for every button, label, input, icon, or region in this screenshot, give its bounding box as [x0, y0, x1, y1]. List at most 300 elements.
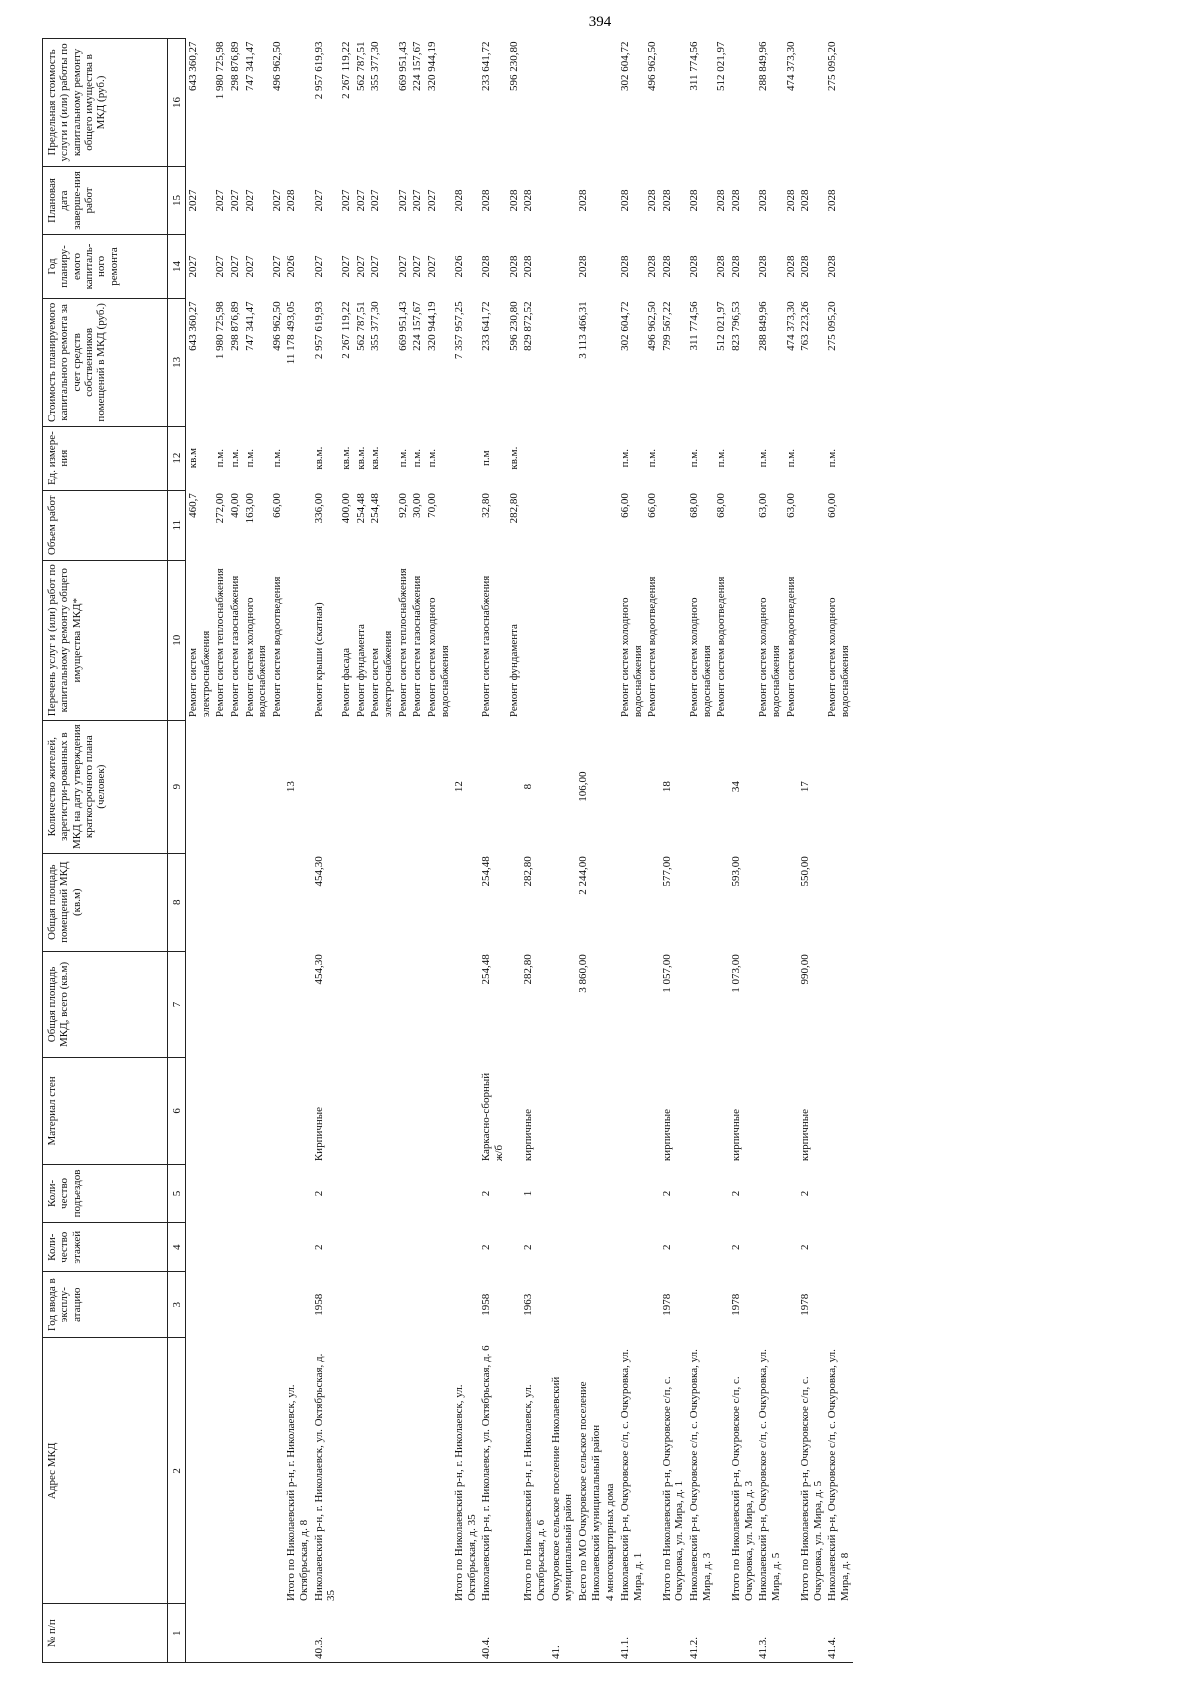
table-cell: 41.3.	[756, 1604, 783, 1663]
table-cell: 1 980 725,98	[214, 301, 227, 360]
table-cell: кирпичные	[729, 1108, 742, 1162]
table-cell	[284, 1604, 311, 1663]
table-cell	[576, 1058, 603, 1164]
table-cell	[507, 1338, 522, 1604]
table-cell	[396, 720, 411, 853]
table-cell: 2028	[660, 189, 673, 212]
table-cell	[368, 1272, 395, 1338]
table-cell	[243, 720, 270, 853]
table-row	[825, 39, 852, 1663]
table-cell: 2	[522, 1244, 535, 1250]
table-cell: 2 267 119,22	[340, 41, 353, 99]
table-row	[186, 39, 214, 1663]
table-cell	[798, 1604, 825, 1663]
table-cell: 2027	[425, 255, 438, 278]
table-cell	[521, 560, 548, 720]
table-row	[576, 39, 603, 1663]
table-cell	[186, 1604, 214, 1663]
table-cell	[756, 720, 783, 853]
table-cell: 2027	[340, 189, 353, 212]
table-cell	[425, 1272, 452, 1338]
table-cell: 63,00	[757, 493, 770, 518]
table-cell: 596 230,80	[507, 301, 520, 351]
table-row	[507, 39, 522, 1663]
table-cell	[618, 951, 645, 1057]
table-cell: 254,48	[369, 493, 382, 524]
column-header-12: Ед. измере-ния	[43, 426, 168, 490]
table-cell	[603, 426, 618, 490]
table-cell	[368, 853, 395, 951]
table-cell	[284, 853, 311, 951]
table-cell: кв.м	[187, 448, 199, 469]
table-cell: Николаевский р-н, Очкуровское с/п, с. Очкуровка, ул. Мира, д. 5	[757, 1349, 782, 1601]
table-cell: 496 962,50	[270, 301, 283, 351]
table-cell	[660, 490, 687, 560]
table-cell: Ремонт систем водоотведения	[270, 576, 283, 718]
table-cell	[410, 1058, 425, 1164]
table-cell	[479, 720, 506, 853]
table-cell	[339, 1272, 354, 1338]
table-cell	[186, 1058, 214, 1164]
repair-plan-table	[42, 38, 853, 1663]
table-row	[549, 39, 576, 1663]
column-number-14: 14	[168, 235, 186, 299]
table-cell	[549, 1164, 576, 1223]
table-row	[687, 39, 714, 1663]
table-cell: 320 944,19	[425, 41, 438, 91]
column-number-row	[168, 39, 186, 1663]
table-cell: 2 267 119,22	[340, 301, 353, 359]
table-cell	[425, 1604, 452, 1663]
table-cell	[186, 1223, 214, 1272]
table-cell	[270, 720, 285, 853]
table-cell	[603, 1058, 618, 1164]
table-cell: 11 178 493,05	[285, 301, 298, 365]
table-row	[284, 39, 311, 1663]
table-cell: Ремонт крыши (скатная)	[312, 602, 325, 718]
table-cell	[452, 1164, 479, 1223]
table-cell	[270, 1338, 285, 1604]
table-cell: 311 774,56	[688, 301, 701, 351]
column-number-12: 12	[168, 426, 186, 490]
column-header-11: Объем работ	[43, 490, 168, 560]
table-cell	[213, 1223, 228, 1272]
table-cell	[228, 853, 243, 951]
table-cell: Ремонт систем электроснабжения	[369, 630, 394, 718]
table-cell	[452, 1058, 479, 1164]
table-cell: 1	[522, 1190, 535, 1197]
table-cell: кв.м.	[312, 446, 325, 470]
table-cell	[339, 853, 354, 951]
table-cell	[228, 1058, 243, 1164]
table-cell: 747 341,47	[243, 41, 256, 91]
table-cell: 355 377,30	[369, 301, 382, 351]
table-cell: 68,00	[688, 493, 701, 518]
table-cell	[507, 1604, 522, 1663]
table-row	[339, 39, 354, 1663]
table-cell: 298 876,89	[228, 301, 241, 351]
table-cell: Ремонт систем холодного водоснабжения	[618, 597, 644, 718]
table-cell	[756, 1058, 783, 1164]
table-cell: 474 373,30	[784, 41, 797, 91]
table-cell: 2028	[729, 189, 742, 212]
table-cell: Ремонт систем холодного водоснабжения	[826, 597, 852, 718]
table-cell	[576, 1164, 603, 1223]
table-cell	[549, 490, 576, 560]
table-cell: 2 957 619,93	[312, 301, 325, 360]
table-row	[784, 39, 799, 1663]
table-cell	[729, 426, 756, 490]
column-header-7: Общая площадь МКД, всего (кв.м)	[43, 951, 168, 1057]
table-cell: 2028	[660, 255, 673, 278]
table-cell: 1963	[522, 1293, 535, 1316]
table-cell: 823 796,53	[729, 301, 742, 351]
table-cell	[645, 1338, 660, 1604]
table-cell	[714, 853, 729, 951]
table-cell: 669 951,43	[396, 301, 409, 351]
table-cell	[645, 1604, 660, 1663]
table-cell	[354, 1223, 369, 1272]
table-cell: 41.2.	[687, 1604, 714, 1663]
table-cell	[425, 1058, 452, 1164]
table-cell: Ремонт систем газоснабжения	[228, 575, 241, 718]
table-cell	[339, 1223, 354, 1272]
table-cell	[549, 1272, 576, 1338]
table-row	[243, 39, 270, 1663]
column-header-14: Год планиру-емого капиталь-ного ремонта	[43, 235, 168, 299]
table-cell: 30,00	[411, 493, 424, 518]
table-cell	[603, 298, 618, 426]
table-cell	[354, 1604, 369, 1663]
table-cell: Итого по Николаевский р-н, г. Николаевск, ул. Октябрьская, д. 6	[522, 1384, 548, 1601]
table-cell	[452, 1272, 479, 1338]
table-cell	[186, 853, 214, 951]
table-row	[312, 39, 339, 1663]
table-cell	[452, 951, 479, 1057]
table-cell	[507, 720, 522, 853]
table-cell	[645, 853, 660, 951]
table-cell: 18	[660, 781, 673, 793]
table-cell: Очкуровское сельское поселение Николаевский муниципальный район	[549, 1376, 575, 1601]
table-cell	[368, 951, 395, 1057]
table-cell: п.м.	[618, 448, 631, 468]
table-cell	[645, 1223, 660, 1272]
table-cell	[507, 951, 522, 1057]
table-row	[618, 39, 645, 1663]
table-cell	[243, 951, 270, 1057]
table-cell: 40.4.	[479, 1604, 506, 1663]
table-cell	[825, 1164, 852, 1223]
table-cell: 400,00	[340, 493, 353, 524]
table-cell: Ремонт систем теплоснабжения	[214, 568, 227, 718]
table-cell	[213, 720, 228, 853]
table-cell	[243, 853, 270, 951]
table-cell: 2028	[618, 189, 631, 212]
table-cell: 460,7	[187, 493, 199, 518]
table-cell	[784, 1272, 799, 1338]
table-row	[729, 39, 756, 1663]
table-cell	[186, 951, 214, 1057]
table-cell: 40,00	[228, 493, 241, 518]
table-row	[396, 39, 411, 1663]
table-cell	[396, 853, 411, 951]
table-cell: 2028	[688, 255, 701, 278]
table-cell: 2027	[187, 255, 199, 278]
table-cell	[284, 490, 311, 560]
table-cell	[687, 1223, 714, 1272]
table-cell: Николаевский р-н, Очкуровское с/п, с. Очкуровка, ул. Мира, д. 8	[826, 1349, 852, 1601]
column-header-1: № п/п	[43, 1604, 168, 1663]
table-cell: кирпичные	[660, 1108, 673, 1162]
table-cell: 2028	[285, 189, 298, 212]
table-cell: п.м.	[715, 448, 728, 468]
column-header-4: Коли-чество этажей	[43, 1223, 168, 1272]
table-cell: Ремонт систем газоснабжения	[411, 575, 424, 718]
table-cell: 2	[799, 1190, 812, 1197]
table-cell: 2 244,00	[576, 856, 589, 895]
table-cell: 2028	[799, 255, 812, 278]
table-cell	[410, 1272, 425, 1338]
table-cell: 2028	[522, 189, 535, 212]
table-cell	[618, 853, 645, 951]
table-cell	[603, 490, 618, 560]
table-cell: 2028	[826, 189, 839, 212]
table-cell	[618, 720, 645, 853]
table-cell: п.м.	[688, 448, 701, 468]
table-cell	[396, 1058, 411, 1164]
table-cell	[354, 1338, 369, 1604]
table-cell	[270, 1223, 285, 1272]
table-cell: 1978	[660, 1293, 673, 1316]
table-cell: 2	[480, 1190, 493, 1197]
table-cell	[714, 1223, 729, 1272]
table-cell	[825, 1272, 852, 1338]
table-cell	[243, 1058, 270, 1164]
table-cell	[228, 1164, 243, 1223]
table-cell	[660, 39, 687, 167]
table-cell	[714, 951, 729, 1057]
table-cell	[339, 1338, 354, 1604]
table-cell: 4 многоквартирных дома	[604, 1483, 617, 1601]
table-cell: 3 860,00	[576, 954, 589, 993]
table-cell	[410, 1223, 425, 1272]
table-cell	[618, 1272, 645, 1338]
table-cell: 2028	[715, 255, 728, 278]
table-cell	[213, 1338, 228, 1604]
table-cell	[729, 39, 756, 167]
table-row	[368, 39, 395, 1663]
column-header-8: Общая площадь помещений МКД (кв.м)	[43, 853, 168, 951]
table-cell	[368, 1223, 395, 1272]
table-cell: 92,00	[396, 493, 409, 518]
table-cell	[825, 951, 852, 1057]
table-cell	[521, 39, 548, 167]
table-cell: 2028	[784, 189, 797, 212]
table-cell	[798, 560, 825, 720]
table-cell: 474 373,30	[784, 301, 797, 351]
table-cell	[687, 853, 714, 951]
table-cell	[687, 1058, 714, 1164]
table-cell: 562 787,51	[354, 301, 367, 351]
table-cell	[784, 951, 799, 1057]
table-row	[479, 39, 506, 1663]
table-cell: 2028	[576, 255, 589, 278]
table-cell	[549, 166, 576, 234]
table-cell	[645, 1058, 660, 1164]
table-cell	[396, 951, 411, 1057]
table-cell: 288 849,96	[757, 41, 770, 91]
table-cell	[603, 1223, 618, 1272]
table-cell	[729, 560, 756, 720]
table-cell	[645, 1164, 660, 1223]
table-cell	[660, 560, 687, 720]
table-cell	[213, 951, 228, 1057]
table-cell	[410, 1338, 425, 1604]
column-number-5: 5	[168, 1164, 186, 1223]
table-cell	[521, 426, 548, 490]
table-cell	[339, 1058, 354, 1164]
table-cell	[714, 1272, 729, 1338]
column-number-15: 15	[168, 166, 186, 234]
table-cell	[410, 720, 425, 853]
table-cell	[645, 720, 660, 853]
table-cell: 32,80	[480, 493, 493, 518]
table-cell: 2	[729, 1190, 742, 1197]
table-cell	[354, 1164, 369, 1223]
table-cell: 2	[660, 1190, 673, 1197]
table-cell	[284, 1058, 311, 1164]
table-cell	[618, 1164, 645, 1223]
table-cell	[396, 1272, 411, 1338]
table-cell	[270, 1604, 285, 1663]
table-cell	[603, 1604, 618, 1663]
table-cell: 17	[799, 781, 812, 793]
table-cell	[425, 1223, 452, 1272]
table-cell: 512 021,97	[715, 301, 728, 351]
table-cell: 1 073,00	[729, 954, 742, 993]
table-cell	[576, 490, 603, 560]
table-cell	[396, 1164, 411, 1223]
table-cell	[549, 298, 576, 426]
column-header-10: Перечень услуг и (или) работ по капитальному ремонту общего имущества МКД*	[43, 560, 168, 720]
rotated-table-container	[42, 38, 1182, 1663]
table-cell: 2027	[228, 189, 241, 212]
table-cell	[284, 560, 311, 720]
table-cell	[576, 39, 603, 167]
table-cell	[660, 1604, 687, 1663]
table-cell	[368, 1604, 395, 1663]
table-cell	[603, 1272, 618, 1338]
table-cell	[549, 1058, 576, 1164]
table-cell	[213, 1604, 228, 1663]
table-row	[410, 39, 425, 1663]
table-cell	[186, 1272, 214, 1338]
table-cell: п.м.	[826, 448, 839, 468]
table-cell: 454,30	[312, 856, 325, 887]
table-cell: 2028	[646, 255, 659, 278]
table-cell: 2026	[453, 255, 466, 278]
table-cell	[410, 1164, 425, 1223]
table-cell: Итого по Николаевский р-н, г. Николаевск, ул. Октябрьская, д. 35	[453, 1384, 478, 1601]
table-cell	[410, 853, 425, 951]
table-cell	[410, 1604, 425, 1663]
column-header-9: Количество жителей, зарегистри-рованных в МКД на дату утверждения краткосрочного плана (человек)	[43, 720, 168, 853]
table-cell	[270, 1164, 285, 1223]
table-cell: 2027	[270, 189, 283, 212]
table-cell: 2027	[228, 255, 241, 278]
table-header-row	[43, 39, 168, 1663]
table-cell	[729, 1604, 756, 1663]
table-cell: Ремонт систем холодного водоснабжения	[688, 597, 713, 718]
table-cell: 562 787,51	[354, 41, 367, 91]
table-cell: Николаевский р-н, Очкуровское с/п, с. Очкуровка, ул. Мира, д. 1	[618, 1349, 644, 1601]
table-cell: 2028	[453, 189, 466, 212]
table-cell	[284, 39, 311, 167]
table-cell: 66,00	[618, 493, 631, 518]
column-header-3: Год ввода в эксплу-атацию	[43, 1272, 168, 1338]
table-cell: Итого по Николаевский р-н, г. Николаевск, ул. Октябрьская, д. 8	[285, 1384, 311, 1601]
table-cell	[452, 560, 479, 720]
table-cell	[603, 235, 618, 299]
column-number-7: 7	[168, 951, 186, 1057]
column-number-2: 2	[168, 1338, 186, 1604]
table-cell: Ремонт фундамента	[354, 624, 367, 718]
table-cell: 2028	[799, 189, 812, 212]
table-cell	[228, 1272, 243, 1338]
table-cell	[549, 951, 576, 1057]
table-cell: 2027	[425, 189, 438, 212]
table-cell: 2	[799, 1244, 812, 1250]
table-cell	[228, 1338, 243, 1604]
table-cell: 302 604,72	[618, 301, 631, 351]
column-header-16: Предельная стоимость услуги и (или) работы по капитальному ремонту общего имущества в МКД (руб.)	[43, 39, 168, 167]
table-cell: 1 057,00	[660, 954, 673, 993]
table-cell: 2027	[312, 255, 325, 278]
table-cell	[213, 1058, 228, 1164]
column-number-16: 16	[168, 39, 186, 167]
table-cell: 496 962,50	[646, 41, 659, 91]
table-cell: 799 567,22	[660, 301, 673, 351]
table-cell	[507, 1058, 522, 1164]
column-header-13: Стоимость планируемого капитального ремонта за счет средств собственников помещений в МКД (руб.)	[43, 298, 168, 426]
table-cell: 2028	[576, 189, 589, 212]
table-cell: 2027	[369, 255, 382, 278]
table-cell	[549, 853, 576, 951]
table-cell	[798, 426, 825, 490]
table-cell	[825, 1223, 852, 1272]
table-cell: п.м.	[228, 448, 241, 468]
table-cell	[284, 1272, 311, 1338]
table-cell: 2028	[729, 255, 742, 278]
table-cell	[507, 1164, 522, 1223]
table-cell	[354, 1272, 369, 1338]
table-cell: 643 360,27	[187, 41, 199, 91]
table-cell: кв.м.	[507, 446, 520, 470]
table-cell: 12	[453, 781, 466, 793]
table-cell: 7 357 957,25	[453, 301, 466, 360]
table-cell: 282,80	[522, 954, 535, 985]
table-cell	[507, 853, 522, 951]
table-cell: 224 157,67	[411, 41, 424, 91]
table-cell	[645, 951, 660, 1057]
table-cell: п.м.	[784, 448, 797, 468]
table-cell	[756, 951, 783, 1057]
table-row	[425, 39, 452, 1663]
table-cell: Ремонт систем газоснабжения	[480, 575, 493, 718]
table-cell: Всего по МО Очкуровское сельское поселение Николаевский муниципальный район	[576, 1381, 602, 1601]
column-header-5: Коли-чество подъездов	[43, 1164, 168, 1223]
table-cell: п.м.	[757, 448, 770, 468]
